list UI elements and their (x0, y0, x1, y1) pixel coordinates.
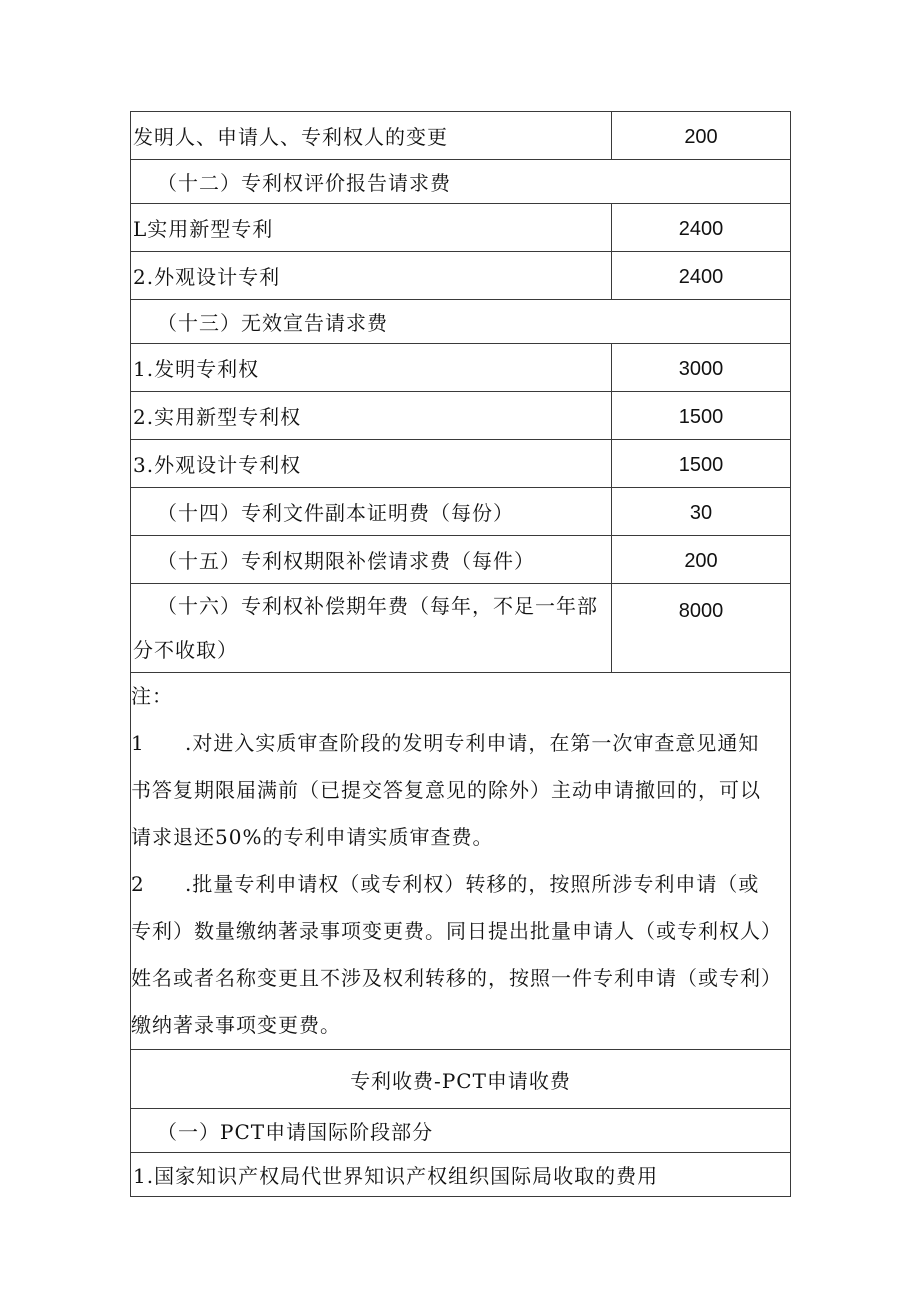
fee-item-label (131, 584, 612, 673)
fee-amount: 8000 (612, 584, 791, 673)
note-line: 缴纳著录事项变更费。 (131, 1013, 341, 1037)
fee-item-label-line1: （十六）专利权补偿期年费（每年，不足一年部 (157, 594, 598, 618)
note-line: 专利）数量缴纳著录事项变更费。同日提出批量申请人（或专利权人） (131, 919, 782, 943)
section-title: 专利收费-PCT申请收费 (131, 1050, 791, 1109)
fee-amount: 1500 (612, 392, 791, 440)
fee-item-label: 发明人、申请人、专利权人的变更 (131, 112, 612, 160)
fee-amount: 2400 (612, 204, 791, 252)
note-text: .对进入实质审查阶段的发明专利申请，在第一次审查意见通知 (185, 731, 760, 755)
note-line: 请求退还50%的专利申请实质审查费。 (131, 825, 494, 849)
fee-item-label: 2.实用新型专利权 (131, 392, 612, 440)
table-row (131, 160, 791, 204)
pct-item: 1.国家知识产权局代世界知识产权组织国际局收取的费用 (131, 1153, 791, 1197)
table-row (131, 440, 791, 488)
fee-amount: 1500 (612, 440, 791, 488)
table-row (131, 488, 791, 536)
fee-amount: 200 (612, 536, 791, 584)
note-line (131, 861, 790, 908)
notes-cell (131, 673, 791, 1050)
fee-item-label: （十五）专利权期限补偿请求费（每件） (131, 536, 612, 584)
table-row (131, 344, 791, 392)
table-row (131, 536, 791, 584)
notes-title: 注： (131, 684, 173, 708)
note-line: 姓名或者名称变更且不涉及权利转移的，按照一件专利申请（或专利） (131, 966, 782, 990)
note-line: 书答复期限届满前（已提交答复意见的除外）主动申请撤回的，可以 (131, 778, 761, 802)
notes-row (131, 673, 791, 1050)
fee-item-label: 2.外观设计专利 (131, 252, 612, 300)
table-row (131, 1109, 791, 1153)
note-number: 2 (131, 872, 145, 896)
note-text: .批量专利申请权（或专利权）转移的，按照所涉专利申请（或 (185, 872, 760, 896)
fee-amount: 3000 (612, 344, 791, 392)
table-row (131, 1050, 791, 1109)
table-row (131, 300, 791, 344)
pct-heading: （一）PCT申请国际阶段部分 (131, 1109, 791, 1153)
section-heading: （十三）无效宣告请求费 (131, 300, 791, 344)
table-row (131, 392, 791, 440)
note-number: 1 (131, 731, 145, 755)
fee-table (130, 111, 791, 1197)
table-row (131, 204, 791, 252)
fee-amount: 200 (612, 112, 791, 160)
fee-item-label: 3.外观设计专利权 (131, 440, 612, 488)
fee-amount: 30 (612, 488, 791, 536)
fee-item-label: 1.发明专利权 (131, 344, 612, 392)
fee-item-label: L实用新型专利 (131, 204, 612, 252)
table-row (131, 252, 791, 300)
fee-item-label: （十四）专利文件副本证明费（每份） (131, 488, 612, 536)
fee-amount: 2400 (612, 252, 791, 300)
table-row (131, 1153, 791, 1197)
note-line (131, 720, 790, 767)
fee-item-label-line2: 分不收取） (133, 638, 238, 662)
table-row (131, 584, 791, 673)
section-heading: （十二）专利权评价报告请求费 (131, 160, 791, 204)
table-row (131, 112, 791, 160)
